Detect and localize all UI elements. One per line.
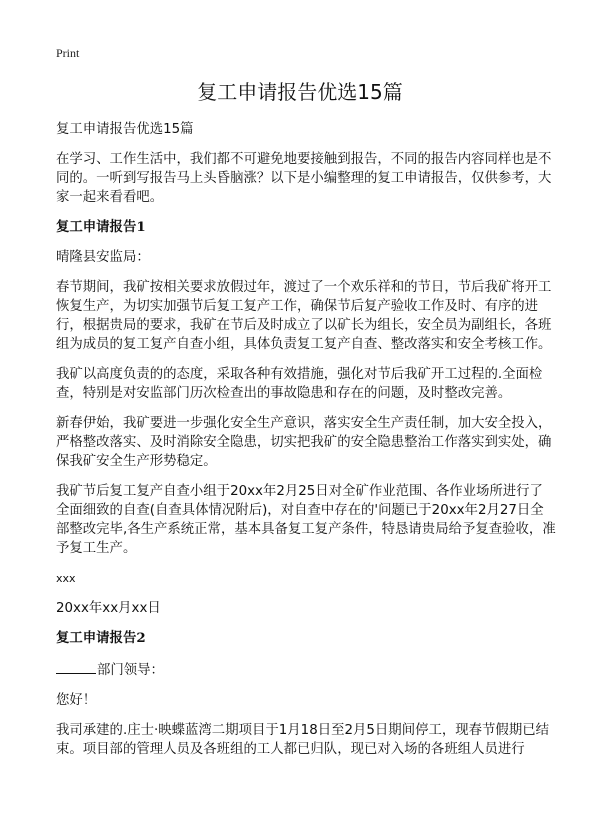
- section-heading: 复工申请报告2: [56, 630, 146, 646]
- document-subtitle: 复工申请报告优选15篇: [56, 122, 194, 137]
- salutation-line: [56, 659, 556, 680]
- blank-underline: [56, 659, 96, 674]
- signature: xxx: [56, 572, 76, 585]
- salutation: 晴隆县安监局：: [56, 250, 150, 265]
- body-paragraph: 我矿节后复工复产自查小组于20xx年2月25日对全矿作业范围、各作业场所进行了全面细致的自查(自查具体情况附后)，对自查中存在的'问题已于20xx年2月27日全部整改完毕,各生产系统正常，基本具备复工复产条件，特恳请贵局给予复查验收，准予复工生产。: [56, 484, 556, 556]
- body-paragraph: 新春伊始，我矿要进一步强化安全生产意识，落实安全生产责任制，加大安全投入，严格整改落实、及时消除安全隐患，切实把我矿的安全隐患整治工作落实到实处，确保我矿安全生产形势稳定。: [56, 416, 552, 469]
- section-heading: 复工申请报告1: [56, 219, 146, 235]
- body-paragraph: 我矿以高度负责的的态度，采取各种有效措施，强化对节后我矿开工过程的.全面检查，特别是对安监部门历次检查出的事故隐患和存在的问题，及时整改完善。: [56, 367, 543, 401]
- greeting: 您好！: [56, 693, 97, 708]
- document-title: 复工申请报告优选15篇: [197, 80, 403, 104]
- date-line: 20xx年xx月xx日: [56, 601, 161, 616]
- print-label[interactable]: Print: [56, 46, 80, 60]
- body-paragraph: 我司承建的.庄士·映蝶蓝湾二期项目于1月18日至2月5日期间停工，现春节假期已结束。项目部的管理人员及各班组的工人都已归队，现已对入场的各班组人员进行: [56, 723, 549, 757]
- document-body: [56, 120, 556, 770]
- salutation: 部门领导：: [97, 663, 164, 678]
- body-paragraph: 春节期间，我矿按相关要求放假过年，渡过了一个欢乐祥和的节日，节后我矿将开工恢复生产，为切实加强节后复工复产工作，确保节后复产验收工作及时、有序的进行，根据贵局的要求，我矿在节后及时成立了以矿长为组长，安全员为副组长，各班组为成员的复工复产自查小组，具体负责复工复产自查、整改落实和安全考核工作。: [56, 280, 552, 352]
- intro-paragraph: 在学习、工作生活中，我们都不可避免地要接触到报告，不同的报告内容同样也是不同的。一听到写报告马上头昏脑涨？以下是小编整理的复工申请报告，仅供参考，大家一起来看看吧。: [56, 152, 552, 205]
